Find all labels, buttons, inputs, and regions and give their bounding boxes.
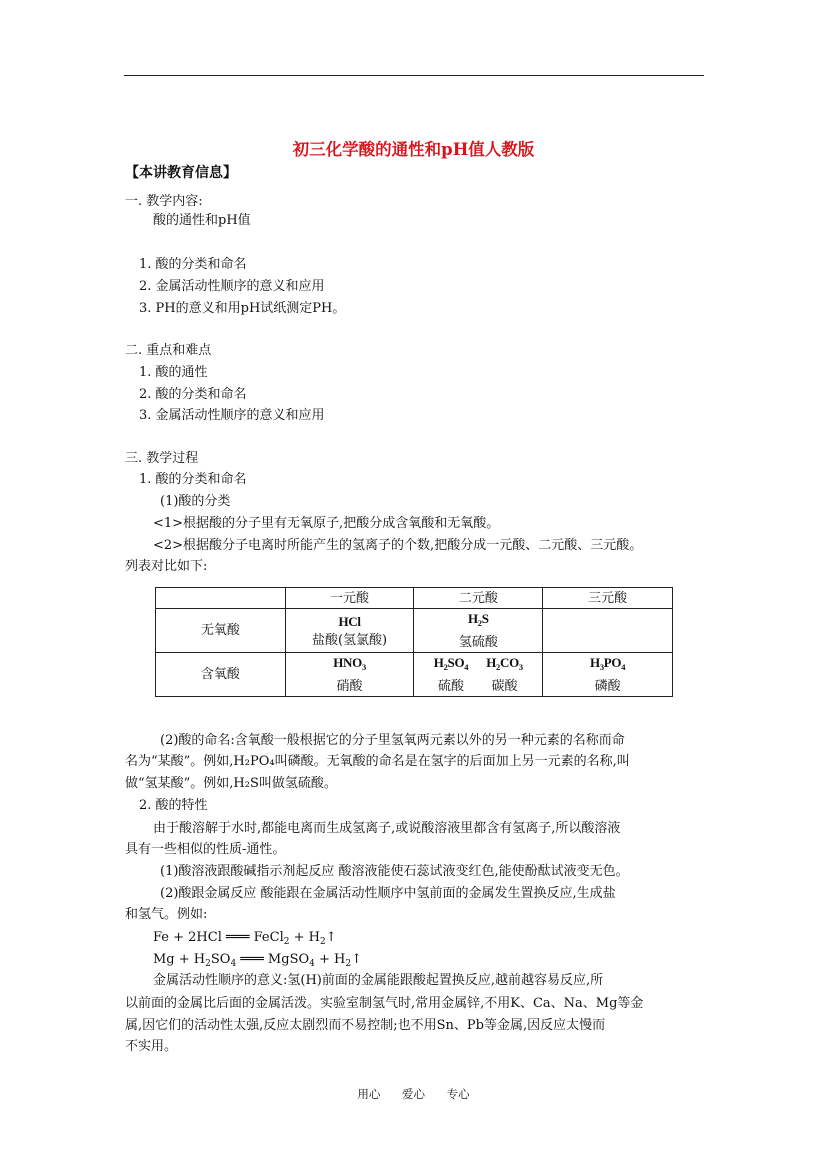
s2-item: 1. 酸的通性 bbox=[139, 365, 208, 380]
formula-h2s: $H_2S$ bbox=[467, 611, 489, 628]
table-cell bbox=[414, 609, 543, 653]
activity-para: 金属活动性顺序的意义:氢(H)前面的金属能跟酸起置换反应,越前越容易反应,所 bbox=[153, 973, 604, 988]
formula-hno3: $HNO_3$ bbox=[333, 655, 366, 672]
row-label: 无氧酸 bbox=[156, 609, 286, 653]
col-header: 二元酸 bbox=[414, 588, 543, 609]
table-cell bbox=[285, 653, 414, 697]
acid-name: 氢硫酸 bbox=[458, 635, 498, 650]
props-para: 由于酸溶解于水时,都能电离而生成氢离子,或说酸溶液里都含有氢离子,所以酸溶液 bbox=[153, 821, 621, 836]
activity-para: 属,因它们的活动性太强,反应太剧烈而不易控制;也不用Sn、Pb等金属,因反应太慢而 bbox=[125, 1018, 606, 1033]
footer-text: 专心 bbox=[446, 1087, 470, 1101]
formula-h2co3: $H_2CO_3$ bbox=[486, 655, 523, 672]
s1-item: 3. PH的意义和用pH试纸测定PH。 bbox=[139, 301, 346, 316]
col-header: 一元酸 bbox=[285, 588, 414, 609]
acid-name: 盐酸(氢氯酸) bbox=[311, 632, 388, 648]
formula-h2so4: $H_2SO_4$ bbox=[433, 655, 469, 672]
formula-h3po4: $H_3PO_4$ bbox=[590, 655, 626, 672]
s1-heading: 一. 教学内容: bbox=[125, 194, 203, 209]
section-header: 【本讲教育信息】 bbox=[125, 165, 237, 181]
table-corner bbox=[156, 588, 286, 609]
acid-name: 磷酸 bbox=[594, 679, 621, 694]
acid-classification-table bbox=[155, 587, 673, 697]
s2-item: 2. 酸的分类和命名 bbox=[139, 387, 247, 402]
equation-mg: $Mg + H_2SO_4$ ═══ MgSO$_4$ + $H_2↑$ bbox=[153, 952, 363, 969]
naming-para: 名为“某酸”。例如,H₂PO₄叫磷酸。无氧酸的命名是在氢字的后面加上另一元素的名称,叫 bbox=[125, 754, 630, 769]
page-footer bbox=[0, 1086, 827, 1102]
acid-name: 硫酸 bbox=[437, 679, 464, 694]
s1-item: 2. 金属活动性顺序的意义和应用 bbox=[139, 279, 325, 294]
props-para: 具有一些相似的性质-通性。 bbox=[125, 842, 286, 857]
naming-para: (2)酸的命名:含氧酸一般根据它的分子里氢氧两元素以外的另一种元素的名称而命 bbox=[160, 733, 625, 748]
s2-heading: 二. 重点和难点 bbox=[125, 343, 212, 358]
s3-para: 列表对比如下: bbox=[125, 559, 208, 574]
header-rule bbox=[124, 75, 704, 76]
col-header: 三元酸 bbox=[543, 588, 673, 609]
footer-text: 用心 bbox=[357, 1087, 381, 1101]
props-para: (1)酸溶液跟酸碱指示剂起反应 酸溶液能使石蕊试液变红色,能使酚酞试液变无色。 bbox=[160, 864, 629, 879]
equation-fe: Fe + 2HCl ═══ FeCl$_2$ + $H_2↑$ bbox=[153, 930, 337, 947]
s3-para: <2>根据酸分子电离时所能产生的氢离子的个数,把酸分成一元酸、二元酸、三元酸。 bbox=[153, 538, 643, 553]
s1-item: 1. 酸的分类和命名 bbox=[139, 257, 247, 272]
acid-name: 硝酸 bbox=[336, 679, 363, 694]
s1-topic: 酸的通性和pH值 bbox=[153, 213, 251, 228]
table-cell bbox=[543, 653, 673, 697]
props-para: (2)酸跟金属反应 酸能跟在金属活动性顺序中氢前面的金属发生置换反应,生成盐 bbox=[160, 886, 616, 901]
s3-para: <1>根据酸的分子里有无氧原子,把酸分成含氧酸和无氧酸。 bbox=[153, 516, 500, 531]
props-heading: 2. 酸的特性 bbox=[139, 798, 208, 813]
s3-para: 1. 酸的分类和命名 bbox=[139, 472, 247, 487]
s3-heading: 三. 教学过程 bbox=[125, 451, 199, 466]
s3-para: (1)酸的分类 bbox=[160, 494, 231, 509]
table-cell-empty bbox=[543, 609, 673, 653]
activity-para: 以前面的金属比后面的金属活泼。实验室制氢气时,常用金属锌,不用K、Ca、Na、Mg等金 bbox=[125, 996, 644, 1011]
props-para: 和氢气。例如: bbox=[125, 907, 208, 922]
acid-name: 碳酸 bbox=[491, 679, 518, 694]
naming-para: 做“氢某酸”。例如,H₂S叫做氢硫酸。 bbox=[125, 776, 337, 791]
s2-item: 3. 金属活动性顺序的意义和应用 bbox=[139, 408, 325, 423]
formula-hcl: HCl bbox=[338, 613, 361, 629]
activity-para: 不实用。 bbox=[125, 1039, 178, 1054]
table-cell bbox=[285, 609, 414, 653]
table-cell bbox=[414, 653, 543, 697]
footer-text: 爱心 bbox=[402, 1087, 425, 1101]
row-label: 含氧酸 bbox=[156, 653, 286, 697]
page-title: 初三化学酸的通性和pH值人教版 bbox=[292, 140, 535, 159]
